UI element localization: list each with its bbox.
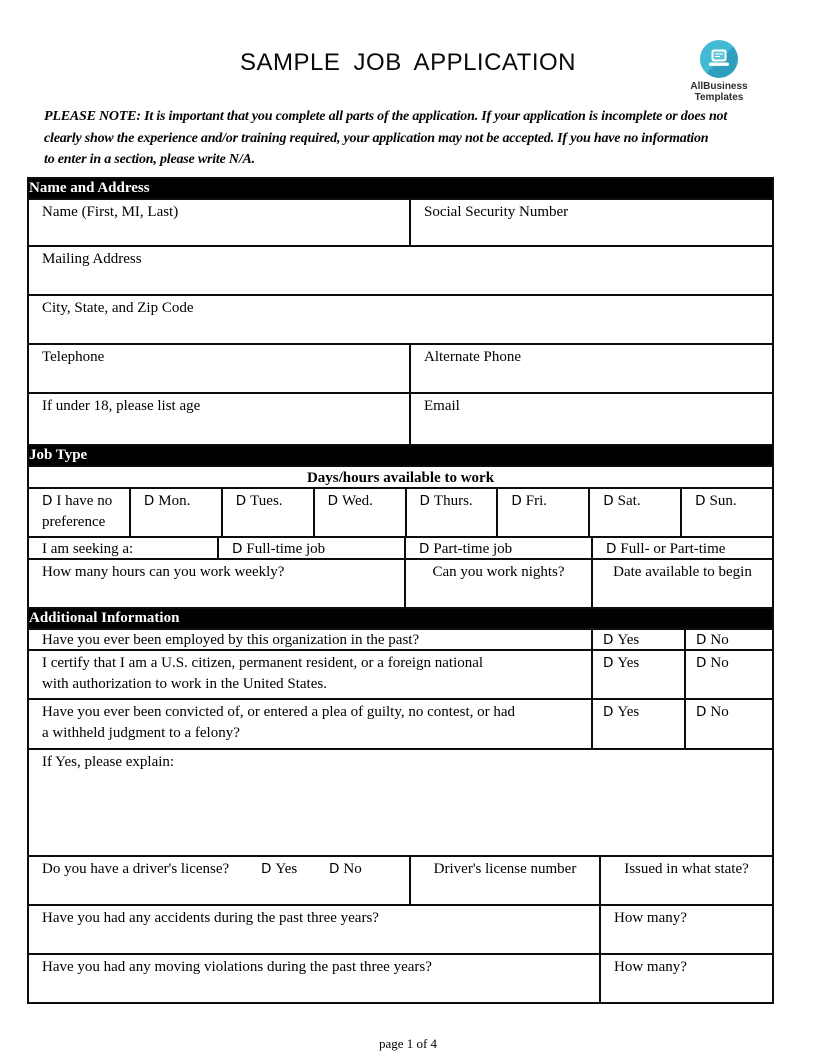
days-hours-header: Days/hours available to work [306,470,495,486]
checkbox-icon[interactable]: D [511,493,522,509]
checkbox-icon[interactable]: D [606,541,617,557]
checkbox-icon[interactable]: D [695,493,706,509]
field-work-nights-label: Can you work nights? [432,564,565,580]
field-date-available[interactable] [591,560,772,607]
no-label: No [710,704,729,720]
field-hours-weekly-label: How many hours can you work weekly? [42,564,285,580]
day-label: Fri. [525,493,548,509]
field-mailing-address[interactable] [29,247,772,294]
checkbox-icon[interactable]: D [603,493,614,509]
field-date-available-label: Date available to begin [613,564,752,580]
day-label: Sat. [617,493,641,509]
checkbox-full-or-part-time[interactable] [591,538,772,558]
question-citizen-line-1: I certify that I am a U.S. citizen, permanent resident, or a foreign national [42,655,484,671]
checkbox-icon[interactable]: D [696,632,707,648]
question-drivers-license-label: Do you have a driver's license? [42,861,230,877]
section-header-additional-information: Additional Information [29,607,772,628]
checkbox-employed-yes[interactable] [591,630,684,649]
field-email-label: Email [424,398,460,414]
checkbox-icon[interactable]: D [235,493,247,509]
seeking-option-label: Full- or Part-time [620,541,726,557]
checkbox-convicted-yes[interactable] [591,700,684,748]
row-days [29,487,772,536]
checkbox-icon[interactable]: D [603,632,614,648]
please-note-paragraph [44,106,784,171]
no-label: No [710,632,729,648]
row-days-hours-header [29,465,772,487]
row-age-email [29,392,772,444]
checkbox-icon[interactable]: D [603,704,614,720]
checkbox-full-time-job[interactable] [217,538,404,558]
question-convicted-line-1: Have you ever been convicted of, or entered a plea of guilty, no contest, or had [42,704,516,720]
checkbox-license-no[interactable] [329,861,362,877]
question-moving-violations: Have you had any moving violations during the past three years? [42,959,432,975]
checkbox-monday[interactable] [129,489,221,536]
laptop-icon [700,40,738,78]
logo-text: AllBusiness Templates [690,81,748,103]
field-ssn[interactable] [409,200,772,245]
question-employed-before: Have you ever been employed by this organization in the past? [42,632,420,648]
page-title: SAMPLE JOB APPLICATION [240,49,576,76]
field-license-number-label: Driver's license number [433,861,577,877]
question-drivers-license [29,857,409,904]
seeking-label: I am seeking a: [42,541,134,557]
checkbox-sunday[interactable] [680,489,772,536]
question-citizen [29,651,591,698]
field-license-state[interactable] [599,857,772,904]
yes-label: Yes [617,632,640,648]
page-number: page 1 of 4 [378,1036,438,1051]
note-line-3: to enter in a section, please write N/A. [44,152,255,167]
field-under-18-age-label: If under 18, please list age [42,398,201,414]
seeking-option-label: Full-time job [246,541,326,557]
checkbox-convicted-no[interactable] [684,700,772,748]
checkbox-license-yes[interactable] [261,861,297,877]
how-many-label: How many? [614,959,687,975]
checkbox-icon[interactable]: D [419,493,430,509]
no-label: No [343,861,362,877]
field-license-state-label: Issued in what state? [624,861,749,877]
row-city-state-zip [29,294,772,343]
checkbox-icon[interactable]: D [42,493,53,509]
field-ssn-label: Social Security Number [424,204,569,220]
field-hours-weekly[interactable] [29,560,404,607]
row-seeking [29,536,772,558]
question-convicted [29,700,591,748]
field-email[interactable] [409,394,772,444]
field-name[interactable] [29,200,409,245]
yes-label: Yes [617,655,640,671]
row-convicted [29,698,772,748]
checkbox-icon[interactable]: D [696,704,707,720]
checkbox-thursday[interactable] [405,489,497,536]
row-phones [29,343,772,392]
field-city-state-zip[interactable] [29,296,772,343]
checkbox-icon[interactable]: D [696,655,707,671]
day-label: Wed. [342,493,373,509]
checkbox-icon[interactable]: D [260,861,272,877]
section-header-job-type: Job Type [29,444,772,465]
question-citizen-line-2: with authorization to work in the United States. [42,676,327,692]
field-accidents-how-many[interactable] [599,906,772,953]
checkbox-icon[interactable]: D [419,541,430,557]
row-drivers-license [29,855,772,904]
field-telephone-label: Telephone [42,349,105,365]
checkbox-tuesday[interactable] [221,489,313,536]
day-label: Mon. [158,493,191,509]
yes-label: Yes [617,704,640,720]
field-under-18-age[interactable] [29,394,409,444]
day-label: Sun. [709,493,737,509]
field-mailing-address-label: Mailing Address [42,251,142,267]
row-mailing-address [29,245,772,294]
logo [688,40,750,103]
row-employed-before [29,628,772,649]
day-label: Tues. [250,493,283,509]
day-label: Thurs. [433,493,473,509]
row-accidents [29,904,772,953]
day-label: I have no preference [42,493,113,530]
field-violations-how-many[interactable] [599,955,772,1002]
checkbox-icon[interactable]: D [328,861,340,877]
checkbox-icon[interactable]: D [143,493,155,509]
row-moving-violations [29,953,772,1002]
how-many-label: How many? [614,910,687,926]
section-header-name-address: Name and Address [29,179,772,198]
row-citizen [29,649,772,698]
question-accidents: Have you had any accidents during the past three years? [42,910,379,926]
no-label: No [710,655,729,671]
checkbox-icon[interactable]: D [327,493,339,509]
question-convicted-line-2: a withheld judgment to a felony? [42,725,240,741]
field-city-state-zip-label: City, State, and Zip Code [42,300,194,316]
checkbox-wednesday[interactable] [313,489,405,536]
checkbox-icon[interactable]: D [603,655,614,671]
application-form-table [27,177,774,1004]
note-line-2: clearly show the experience and/or training required, your application may not be accepted. If you have no information [44,130,709,146]
field-license-number[interactable] [409,857,599,904]
field-explain[interactable] [29,750,772,855]
checkbox-citizen-no[interactable] [684,651,772,698]
checkbox-icon[interactable]: D [232,541,243,557]
checkbox-employed-no[interactable] [684,630,772,649]
field-explain-label: If Yes, please explain: [42,754,175,770]
field-alternate-phone-label: Alternate Phone [424,349,522,365]
seeking-option-label: Part-time job [433,541,513,557]
checkbox-saturday[interactable] [588,489,680,536]
checkbox-friday[interactable] [496,489,588,536]
checkbox-part-time-job[interactable] [404,538,591,558]
field-telephone[interactable] [29,345,409,392]
checkbox-citizen-yes[interactable] [591,651,684,698]
note-line-1: PLEASE NOTE: It is important that you complete all parts of the application. If your application is incomplete or does not [44,109,728,124]
row-name-ssn [29,198,772,245]
field-name-label: Name (First, MI, Last) [42,204,179,220]
row-hours [29,558,772,607]
field-alternate-phone[interactable] [409,345,772,392]
checkbox-no-preference[interactable] [29,489,129,536]
yes-label: Yes [275,861,298,877]
row-explain [29,748,772,855]
field-work-nights[interactable] [404,560,591,607]
